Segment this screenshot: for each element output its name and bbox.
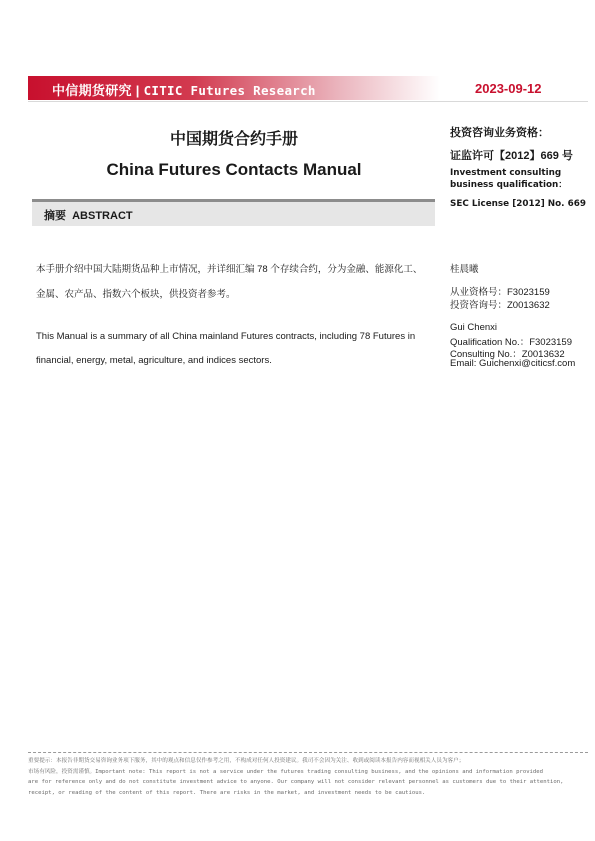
disclaimer-line: 重要提示：本报告非期货交易咨询业务项下服务，其中的观点和信息仅作参考之用，不构成对任何人投资建议。我司不会因为关注、收到或阅读本报告内容而视相关人员为客户； (28, 758, 465, 764)
brand-en: CITIC Futures Research (143, 83, 316, 98)
abstract-cn-line: 金属、农产品、指数六个板块，供投资者参考。 (36, 289, 236, 300)
analyst-name-en: Gui Chenxi (450, 322, 497, 333)
header-brand (52, 80, 316, 99)
qualification-en-title: Investment consulting business qualification： (450, 168, 568, 190)
brand-separator: | (131, 83, 144, 98)
header-divider (28, 101, 588, 102)
title-en: China Futures Contacts Manual (106, 160, 362, 179)
qualification-cn-license: 证监许可【2012】669 号 (450, 150, 573, 162)
title-cn: 中国期货合约手册 (169, 131, 298, 148)
analyst-email: Email: Guichenxi@citicsf.com (450, 358, 576, 369)
analyst-qualification-number: Qualification No.：F3023159 (450, 337, 572, 348)
qualification-sec-license: SEC License [2012] No. 669 (450, 199, 586, 209)
disclaimer-line: receipt, or reading of the content of this report. There are risks in the market, and investment needs to be cautious. (28, 789, 426, 796)
disclaimer-line: 市场有风险，投资需谨慎。Important note: This report is not a service under the futures trading consulting business, and the opinions and information provided (28, 768, 544, 775)
abstract-en-line: This Manual is a summary of all China mainland Futures contracts, including 78 Futures in (36, 331, 416, 342)
abstract-en-line: financial, energy, metal, agriculture, and indices sectors. (36, 355, 272, 366)
analyst-practice-number: 从业资格号：F3023159 (450, 287, 550, 298)
analyst-name-cn: 桂晨曦 (450, 264, 479, 275)
abstract-label: 摘要 ABSTRACT (44, 210, 133, 222)
brand-cn: 中信期货研究 (52, 83, 132, 98)
disclaimer-line: are for reference only and do not constitute investment advice to anyone. Our company will not consider relevant personnel as customers due to their attention, (28, 779, 564, 785)
analyst-consulting-number: 投资咨询号：Z0013632 (450, 300, 550, 311)
report-date: 2023-09-12 (475, 81, 542, 96)
footer-divider (28, 752, 588, 753)
disclaimer (28, 756, 588, 798)
abstract-cn-line: 本手册介绍中国大陆期货品种上市情况，并详细汇编 78 个存续合约，分为金融、能源化工、 (36, 264, 423, 275)
qualification-cn-title: 投资咨询业务资格： (450, 127, 549, 139)
analyst-consulting-number-en: Consulting No.：Z0013632 (450, 349, 565, 360)
